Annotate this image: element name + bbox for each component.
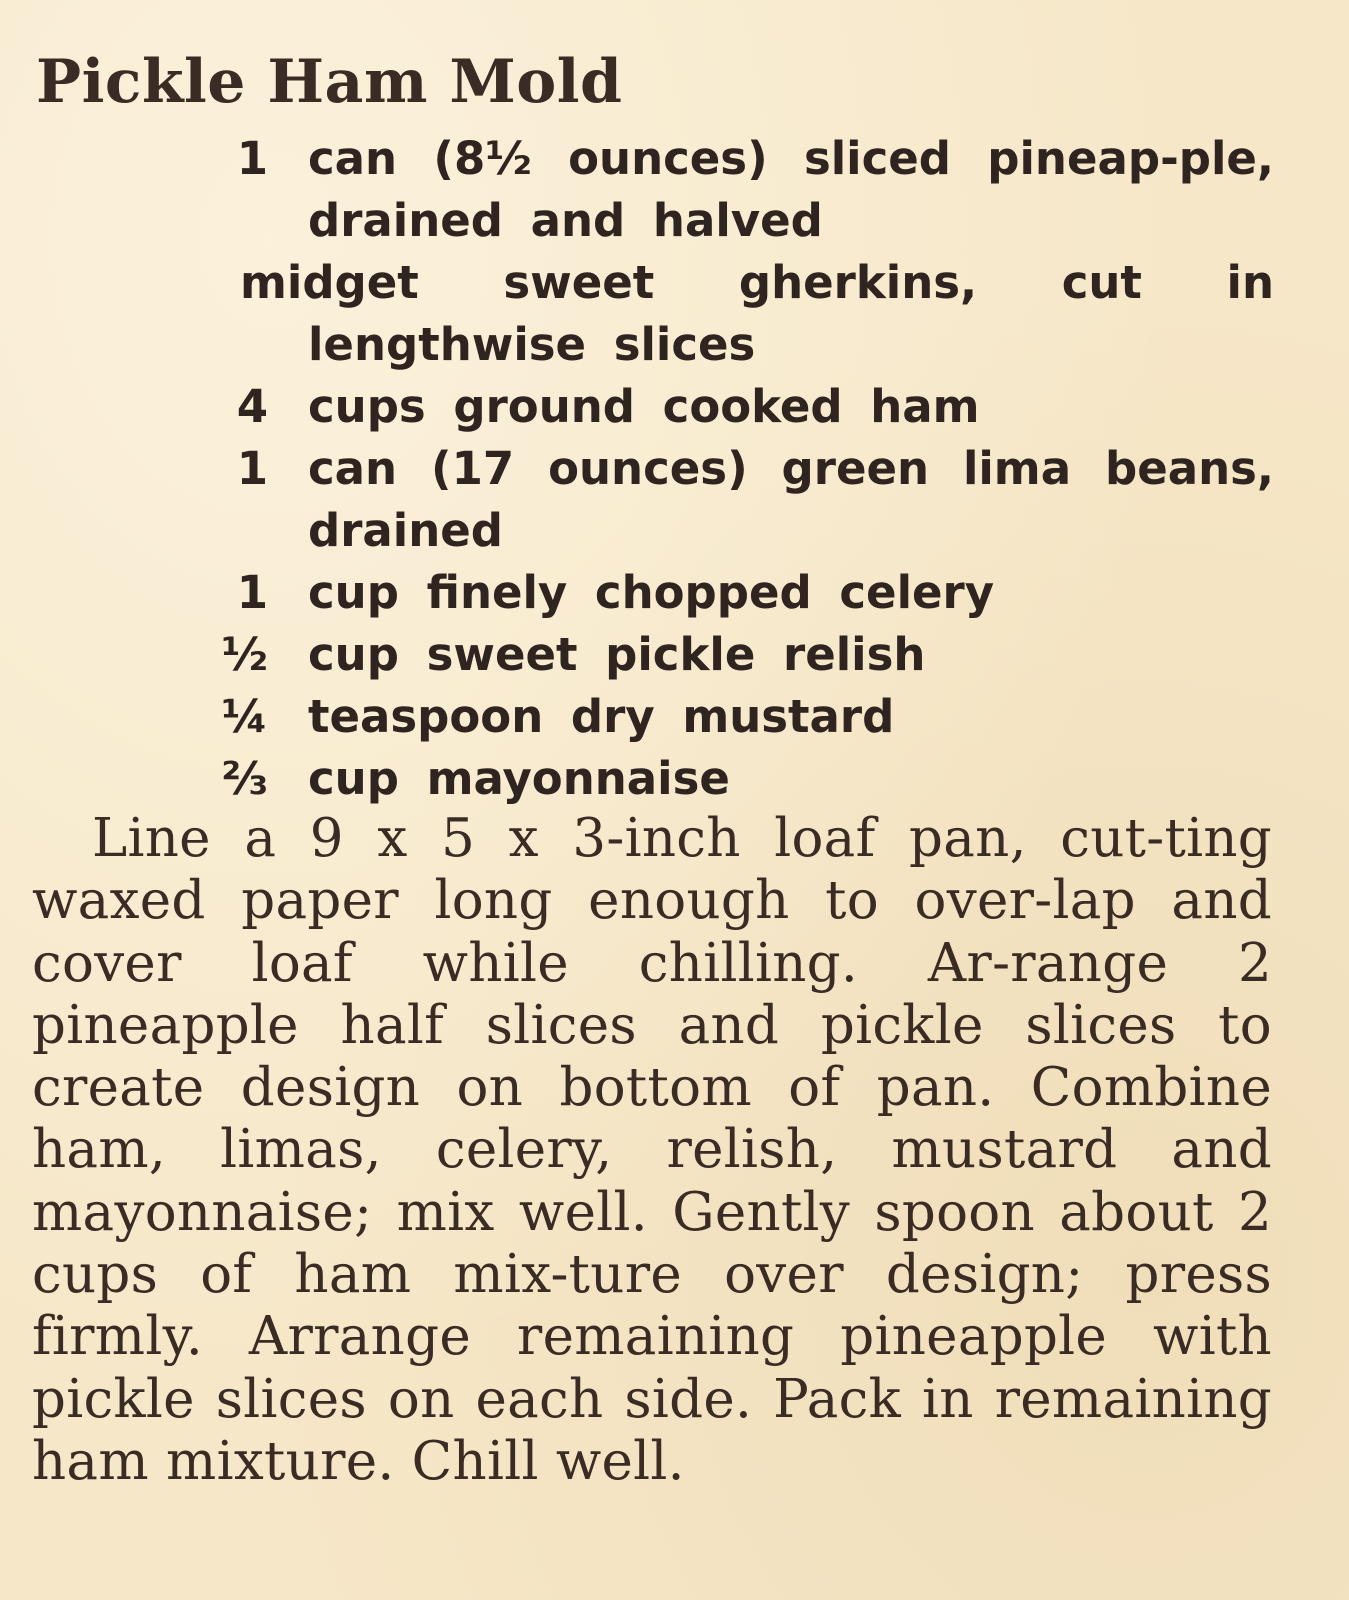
ingredient-item bbox=[0, 252, 1349, 376]
ingredient-item bbox=[0, 376, 1349, 438]
ingredient-quantity: 1 bbox=[236, 132, 268, 185]
ingredient-text: cup mayonnaise bbox=[308, 752, 730, 805]
ingredient-text: cup sweet pickle relish bbox=[308, 628, 926, 681]
ingredient-text: cups ground cooked ham bbox=[308, 380, 980, 433]
ingredient-item bbox=[0, 128, 1349, 252]
ingredient-text: can (17 ounces) green lima beans, drained bbox=[308, 442, 1274, 557]
ingredient-quantity: ½ bbox=[221, 628, 268, 681]
ingredient-quantity: ¼ bbox=[221, 690, 268, 743]
ingredient-item bbox=[0, 624, 1349, 686]
ingredient-text: midget sweet gherkins, cut in lengthwise slices bbox=[240, 256, 1274, 371]
ingredient-quantity: ⅔ bbox=[221, 752, 268, 805]
ingredient-item bbox=[0, 438, 1349, 562]
ingredient-item bbox=[0, 748, 1349, 810]
ingredient-quantity: 1 bbox=[236, 566, 268, 619]
ingredient-quantity: 4 bbox=[236, 380, 268, 433]
ingredient-list bbox=[0, 128, 1349, 810]
ingredient-text: cup finely chopped celery bbox=[308, 566, 995, 619]
ingredient-item bbox=[0, 562, 1349, 624]
recipe-title: Pickle Ham Mold bbox=[36, 47, 623, 117]
ingredient-quantity: 1 bbox=[236, 442, 268, 495]
ingredient-text: can (8½ ounces) sliced pineap-ple, drained and halved bbox=[308, 132, 1274, 247]
ingredient-text: teaspoon dry mustard bbox=[308, 690, 895, 743]
recipe-instructions: Line a 9 x 5 x 3-inch loaf pan, cut-ting waxed paper long enough to over-lap and cover loaf while chilling. Ar-range 2 pineapple half slices and pickle slices to create design on bottom of pan. Combine ham, limas, celery, relish, mustard and mayonnaise; mix well. Gently spoon about 2 cups of ham mix-ture over design; press firmly. Arrange remaining pineapple with pickle slices on each side. Pack in remaining ham mixture. Chill well. bbox=[32, 808, 1272, 1492]
ingredient-item bbox=[0, 686, 1349, 748]
